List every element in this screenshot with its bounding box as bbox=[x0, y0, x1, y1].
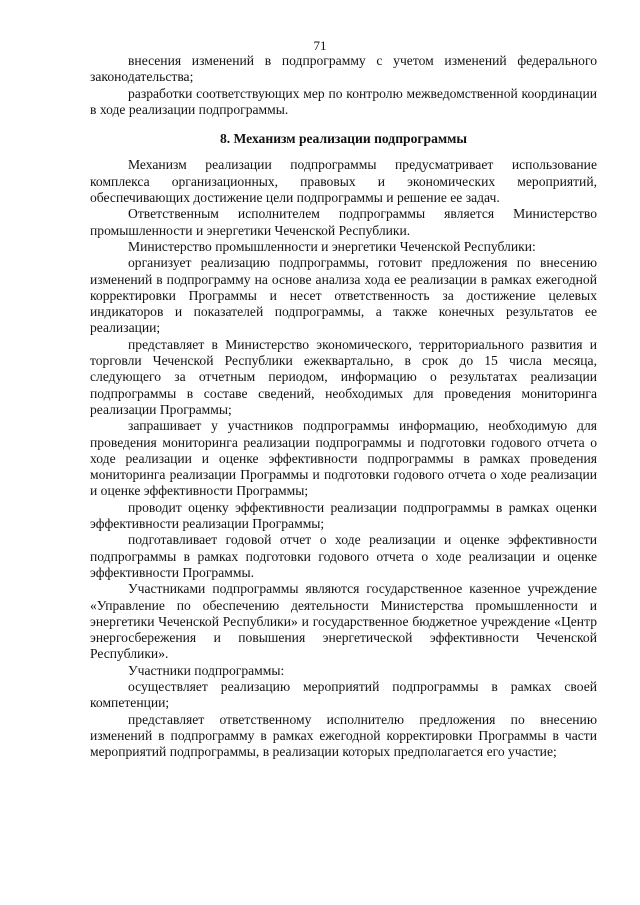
intro-paragraph-2: разработки соответствующих мер по контролю межведомственной координации в ходе реализации подпрограммы. bbox=[90, 85, 597, 117]
paragraph-9: Участниками подпрограммы являются государственное казенное учреждение «Управление по обеспечению деятельности Министерства промышленности и энергетики Чеченской Республики» и государственное бюджетное учреждение «Центр энергосбережения и повышения энергетической эффективности Чеченской Республики». bbox=[90, 581, 597, 662]
paragraph-6: запрашивает у участников подпрограммы информацию, необходимую для проведения мониторинга реализации подпрограммы и подготовки годового отчета о ходе реализации и оценке эффективности подпрограммы в рамках проведения мониторинга реализации Программы и подготовки годового отчета о ходе реализации и оценке эффективности Программы; bbox=[90, 418, 597, 499]
paragraph-12: представляет ответственному исполнителю предложения по внесению изменений в подпрограмму в рамках ежегодной корректировки Программы в части мероприятий подпрограммы, в реализации которых предполагается его участие; bbox=[90, 711, 597, 760]
paragraph-1: Механизм реализации подпрограммы предусматривает использование комплекса организационных, правовых и экономических мероприятий, обеспечивающих достижение цели подпрограммы и решение ее задач. bbox=[90, 157, 597, 206]
paragraph-4: организует реализацию подпрограммы, готовит предложения по внесению изменений в подпрограмму на основе анализа хода ее реализации в рамках ежегодной корректировки Программы и несет ответственность за достижение целевых индикаторов и показателей подпрограммы, а также конечных результатов ее реализации; bbox=[90, 255, 597, 336]
paragraph-8: подготавливает годовой отчет о ходе реализации и оценке эффективности подпрограммы в рамках подготовки годового отчета о ходе реализации и оценке эффективности Программы. bbox=[90, 532, 597, 580]
paragraph-2: Ответственным исполнителем подпрограммы является Министерство промышленности и энергетики Чеченской Республики. bbox=[90, 206, 597, 238]
paragraph-7: проводит оценку эффективности реализации подпрограммы в рамках оценки эффективности реализации Программы; bbox=[90, 499, 597, 532]
paragraph-10: Участники подпрограммы: bbox=[128, 662, 285, 678]
page-number: 71 bbox=[313, 38, 327, 53]
paragraph-11: осуществляет реализацию мероприятий подпрограммы в рамках своей компетенции; bbox=[90, 678, 597, 711]
section-title: 8. Механизм реализации подпрограммы bbox=[219, 131, 468, 147]
paragraph-3: Министерство промышленности и энергетики Чеченской Республики: bbox=[128, 238, 536, 254]
document-body bbox=[90, 53, 597, 760]
paragraph-5: представляет в Министерство экономического, территориального развития и торговли Чеченской Республики ежеквартально, в срок до 15 числа месяца, следующего за отчетным периодом, информацию о результатах реализации подпрограммы в составе сведений, необходимых для проведения мониторинга реализации Программы; bbox=[90, 336, 597, 417]
intro-paragraph-1: внесения изменений в подпрограмму с учетом изменений федерального законодательства; bbox=[90, 53, 597, 85]
